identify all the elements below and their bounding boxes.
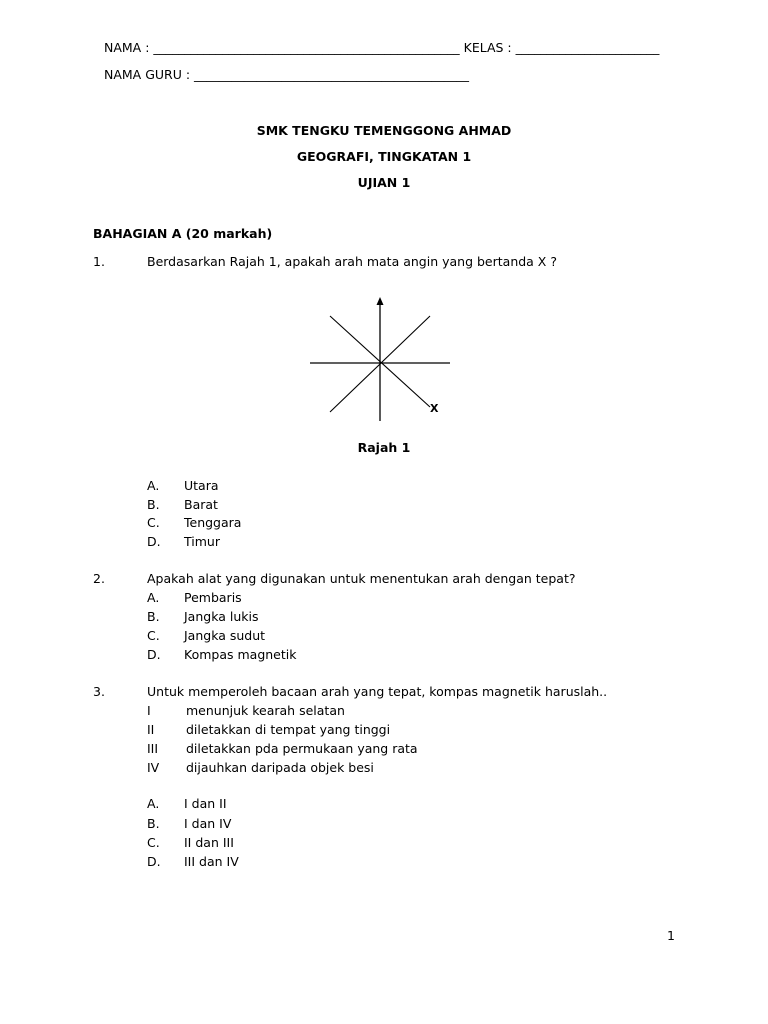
option-text: Jangka lukis: [184, 609, 259, 624]
option-text: Jangka sudut: [184, 628, 266, 643]
option-text: III dan IV: [184, 854, 239, 869]
statement-text: diletakkan pda permukaan yang rata: [186, 741, 418, 756]
option-letter: A.: [147, 478, 160, 493]
option-text: Pembaris: [184, 590, 242, 605]
option-letter: A.: [147, 796, 160, 811]
option-letter: B.: [147, 609, 160, 624]
option-letter: C.: [147, 628, 160, 643]
statement-roman: I: [147, 703, 151, 718]
statement-text: diletakkan di tempat yang tinggi: [186, 722, 391, 737]
option-letter: D.: [147, 647, 161, 662]
figure-caption: Rajah 1: [357, 440, 411, 455]
section-heading: BAHAGIAN A (20 markah): [93, 226, 273, 241]
statement-roman: IV: [147, 760, 160, 775]
question-number: 1.: [93, 254, 105, 269]
north-arrowhead: [377, 297, 384, 305]
option-text: Tenggara: [184, 515, 242, 530]
student-name-class-line: NAMA : _________________________________________________ KELAS : _______________________: [104, 40, 660, 55]
option-letter: D.: [147, 854, 161, 869]
option-text: Barat: [184, 497, 218, 512]
option-text: Utara: [184, 478, 219, 493]
question-text: Apakah alat yang digunakan untuk menentukan arah dengan tepat?: [147, 571, 576, 586]
compass-diagram: [300, 296, 460, 421]
question-number: 3.: [93, 684, 105, 699]
subject-title: GEOGRAFI, TINGKATAN 1: [296, 149, 472, 164]
option-text: Timur: [184, 534, 220, 549]
option-text: I dan IV: [184, 816, 232, 831]
option-text: I dan II: [184, 796, 227, 811]
statement-roman: II: [147, 722, 155, 737]
question-text: Untuk memperoleh bacaan arah yang tepat, kompas magnetik haruslah..: [147, 684, 608, 699]
teacher-name-line: NAMA GURU : ____________________________________________: [104, 67, 470, 82]
option-letter: B.: [147, 497, 160, 512]
page-number: 1: [667, 928, 675, 943]
option-letter: D.: [147, 534, 161, 549]
statement-roman: III: [147, 741, 159, 756]
option-text: Kompas magnetik: [184, 647, 297, 662]
statement-text: menunjuk kearah selatan: [186, 703, 345, 718]
x-marker-label: X: [430, 402, 439, 415]
question-text: Berdasarkan Rajah 1, apakah arah mata angin yang bertanda X ?: [147, 254, 557, 269]
option-letter: C.: [147, 835, 160, 850]
exam-title: UJIAN 1: [357, 175, 411, 190]
option-letter: A.: [147, 590, 160, 605]
option-text: II dan III: [184, 835, 234, 850]
option-letter: B.: [147, 816, 160, 831]
school-title: SMK TENGKU TEMENGGONG AHMAD: [256, 123, 512, 138]
option-letter: C.: [147, 515, 160, 530]
statement-text: dijauhkan daripada objek besi: [186, 760, 374, 775]
question-number: 2.: [93, 571, 105, 586]
